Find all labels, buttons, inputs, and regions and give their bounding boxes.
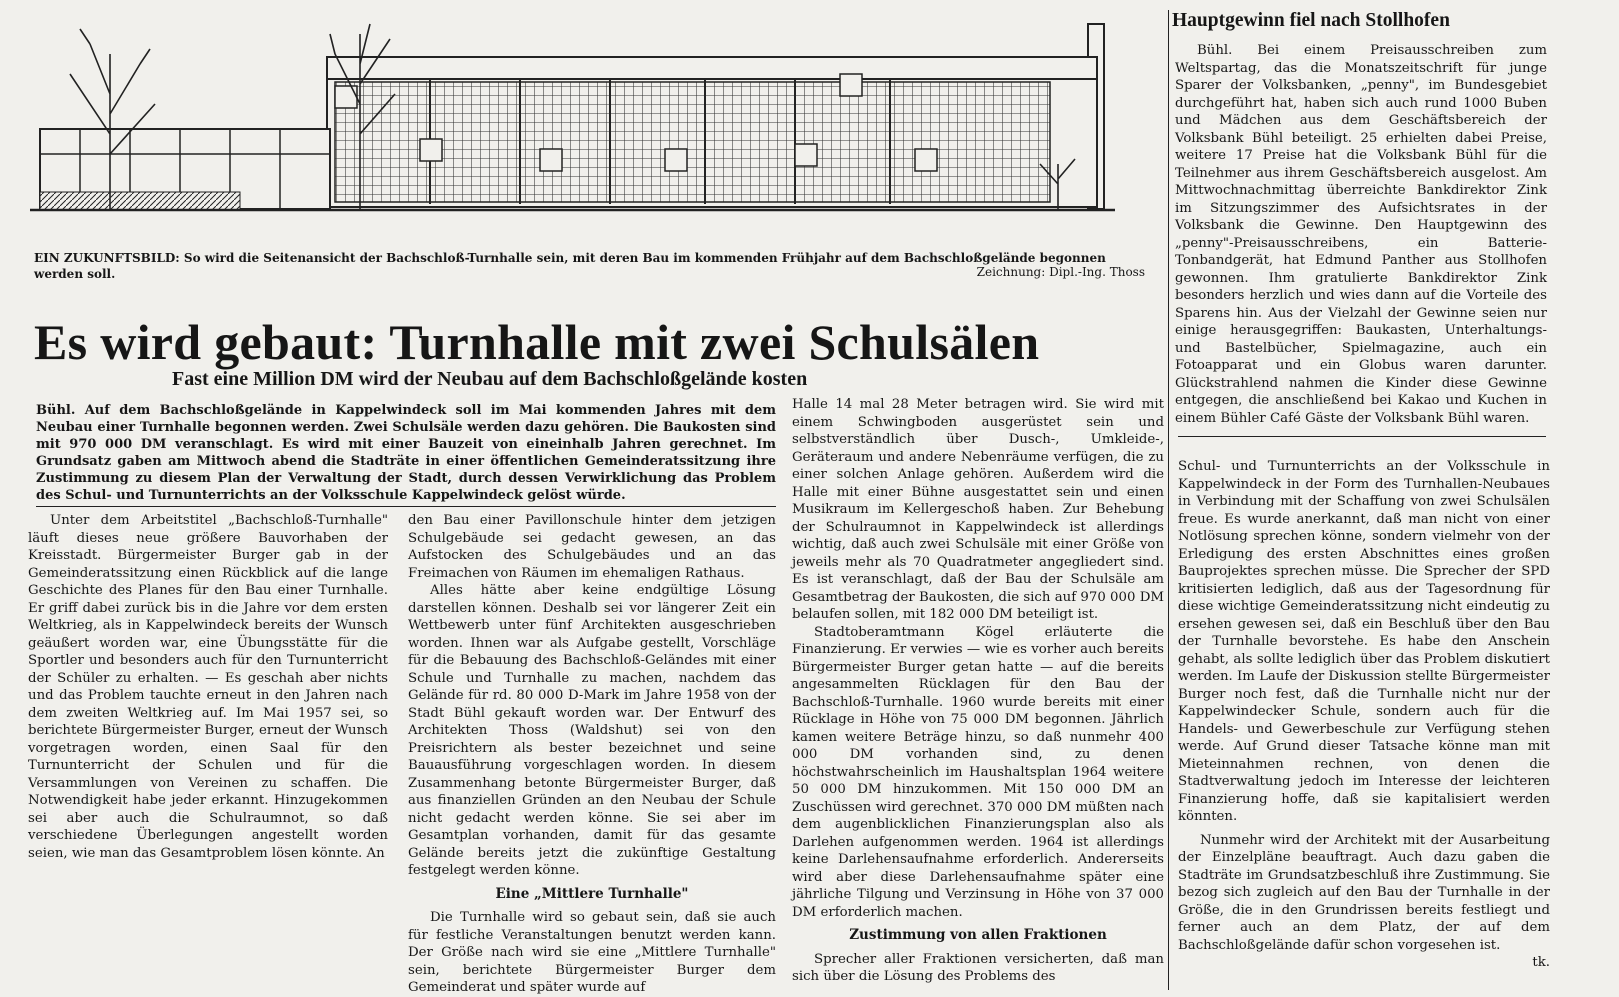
col3-subheading: Zustimmung von allen Fraktionen — [849, 927, 1107, 943]
col2-paragraph-1: den Bau einer Pavillonschule hinter dem jetzigen Schulgebäude sei gedacht gewesen, an das Aufstocken des Schulgebäudes und an das Freimachen von Räumen im ehemaligen Rathaus. — [408, 513, 776, 581]
article-column-4 — [1178, 458, 1550, 972]
article-signature: tk. — [1532, 955, 1550, 970]
sidebar-paragraph: Bühl. Bei einem Preisausschreiben zum Weltspartag, das die Monatszeitschrift für junge Sparer der Volksbanken, „penny", im Bundesgebiet durchgeführt hat, haben sich auch rund 1000 Buben und Mädchen aus dem Geschäftsbereich der Volksbank Bühl beteiligt. 25 erhielten dabei Preise, weitere 17 Preise hat die Volksbank Bühl für die Teilnehmer aus ihrem Geschäftsbereich ausgelost. Am Mittwochnachmittag überreichte Bankdirektor Zink im Sitzungszimmer des Aufsichtsrates in der Volksbank die Gewinne. Den Hauptgewinn des „penny"-Preisausschreibens, ein Batterie-Tonbandgerät, hat Edmund Panther aus Stollhofen gewonnen. Ihm gratulierte Bankdirektor Zink besonders herzlich und wies dann auf die Vorteile des Sparens hin. Aus der Vielzahl der Gewinne seien nur einige herausgegriffen: Baukasten, Unterhaltungs- und Bastelbücher, Spielmagazine, auch ein Fotoapparat und ein Globus waren darunter. Glückstrahlend nahmen die Kinder diese Gewinne entgegen, die anschließend bei Kakao und Kuchen in einem Bühler Café Gäste der Volksbank Bühl waren. — [1175, 43, 1547, 426]
col2-subheading: Eine „Mittlere Turnhalle" — [495, 885, 689, 902]
illustration-credit: Zeichnung: Dipl.-Ing. Thoss — [976, 265, 1145, 279]
caption-text: So wird die Seitenansicht der Bachschloß-Turnhalle sein, mit deren Bau im kommenden Frühjahr auf dem Bachschloßgelände begonnen werden soll. — [34, 251, 1106, 281]
building-illustration — [30, 14, 1160, 246]
caption-label: EIN ZUKUNFTSBILD: — [34, 251, 180, 265]
sidebar-divider — [1178, 436, 1546, 437]
column-divider — [1168, 10, 1169, 990]
article-headline: Es wird gebaut: Turnhalle mit zwei Schulsälen — [34, 314, 1040, 370]
col2-paragraph-2: Alles hätte aber keine endgültige Lösung darstellen können. Deshalb sei vor längerer Zeit ein Wettbewerb unter fünf Architekten ausgeschrieben worden. Ihnen war als Aufgabe gestellt, Vorschläge für die Bebauung des Bachschloß-Geländes mit einer Schule und Turnhalle zu machen, nachdem das Gelände für rd. 80 000 D-Mark im Jahre 1958 von der Stadt Bühl gekauft worden war. Der Entwurf des Architekten Thoss (Waldshut) sei von den Preisrichtern als bester bezeichnet und seine Bauausführung vorgeschlagen worden. In diesem Zusammenhang betonte Bürgermeister Burger, daß aus finanziellen Gründen an den Neubau der Schule nicht gedacht werden könne. Sie sei aber im Gesamtplan vorhanden, damit für das gesamte Gelände bereits jetzt die zukünftige Gestaltung festgelegt werden könne. — [408, 583, 776, 878]
sidebar-headline: Hauptgewinn fiel nach Stollhofen — [1172, 10, 1450, 31]
article-column-2 — [408, 512, 776, 997]
col4-paragraph-2: Nunmehr wird der Architekt mit der Ausarbeitung der Einzelpläne beauftragt. Auch dazu gaben die Stadträte im Grundsatzbeschluß ihre Zustimmung. Sie bezog sich zugleich auf den Bau der Turnhalle in der Größe, die in den Grundrissen bereits festliegt und ferner auch an dem Platz, der auf dem Bachschloßgelände dafür schon vorgesehen ist. — [1178, 832, 1550, 953]
col4-paragraph-1: Schul- und Turnunterrichts an der Volksschule in Kappelwindeck in der Form des Turnhallen-Neubaues in Verbindung mit der Schaffung von zwei Schulsälen freue. Es wurde anerkannt, daß man nicht von einer Notlösung sprechen könne, sondern vielmehr von der Erledigung des ersten Abschnittes eines großen Bauprojektes sprechen müsse. Die Sprecher der SPD kritisierten lediglich, daß aus der Tagesordnung für diese wichtige Gemeinderatssitzung nicht eindeutig zu ersehen gewesen sei, daß ein Beschluß über den Bau der Turnhalle bevorstehe. Es habe den Anschein gehabt, als sollte lediglich über das Problem diskutiert werden. Im Laufe der Diskussion stellte Bürgermeister Burger noch fest, daß die Turnhalle nicht nur der Kappelwindecker Schule, sondern auch für die Handels- und Gewerbeschule zur Verfügung stehen werde. Auf Grund dieser Tatsache könne man mit Mieteinnahmen rechnen, von denen die Stadtverwaltung jedoch im Interesse der leichteren Finanzierung hoffe, daß sie kapitalisiert werden könnten. — [1178, 459, 1550, 824]
col3-paragraph-3: Sprecher aller Fraktionen versicherten, daß man sich über die Lösung des Problems des — [792, 951, 1164, 984]
article-lead: Bühl. Auf dem Bachschloßgelände in Kappelwindeck soll im Mai kommenden Jahres mit dem Neubau einer Turnhalle begonnen werden. Zwei Schulsäle werden dazu gehören. Die Baukosten sind mit 970 000 DM veranschlagt. Es wird mit einer Bauzeit von eineinhalb Jahren gerechnet. Im Grundsatz gaben am Mittwoch abend die Stadträte in einer öffentlichen Gemeinderatssitzung ihre Zustimmung zu diesem Plan der Verwaltung der Stadt, durch dessen Verwirklichung das Problem des Schul- und Turnunterrichts an der Volksschule Kappelwindeck gelöst würde. — [36, 403, 776, 503]
col1-paragraph: Unter dem Arbeitstitel „Bachschloß-Turnhalle" läuft dieses neue größere Bauvorhaben der Kreisstadt. Bürgermeister Burger gab in der Gemeinderatssitzung einen Rückblick auf die lange Geschichte des Planes für den Bau einer Turnhalle. Er griff dabei zurück bis in die Jahre vor dem ersten Weltkrieg, als in Kappelwindeck bereits der Wunsch geäußert worden war, eine Übungsstätte für die Sportler und besonders auch für den Turnunterricht der Schüler zu erhalten. — Es geschah aber nichts und das Problem tauchte erneut in den Jahren nach dem zweiten Weltkrieg auf. Im Mai 1957 sei, so berichtete Bürgermeister Burger, erneut der Wunsch vorgetragen worden, einen Saal für den Turnunterricht der Schulen und für die Versammlungen von Vereinen zu schaffen. Die Notwendigkeit habe jeder erkannt. Hinzugekommen sei aber auch die Schulraumnot, so daß verschiedene Überlegungen angestellt worden seien, wie man das Gesamtproblem lösen könnte. An — [28, 513, 388, 861]
lead-underline — [36, 506, 776, 507]
gym-drawing — [30, 14, 1160, 246]
col2-paragraph-3: Die Turnhalle wird so gebaut sein, daß sie auch für festliche Veranstaltungen benutzt werden kann. Der Größe nach wird sie eine „Mittlere Turnhalle" sein, berichtete Bürgermeister Burger dem Gemeinderat und später wurde auf — [408, 910, 776, 995]
article-column-3 — [792, 396, 1164, 986]
col3-paragraph-1: Halle 14 mal 28 Meter betragen wird. Sie wird mit einem Schwingboden ausgerüstet sein und selbstverständlich über Dusch-, Umkleide-, Geräteraum und andere Nebenräume verfügen, die zu einer solchen Anlage gehören. Außerdem wird die Halle mit einer Bühne ausgestattet sein und einen Musikraum im Kellergeschoß haben. Zur Behebung der Schulraumnot in Kappelwindeck ist allerdings wichtig, daß auch zwei Schulsäle mit einer Größe von jeweils mehr als 70 Quadratmeter angegliedert sind. Es ist veranschlagt, daß der Bau der Schulsäle am Gesamtbetrag der Baukosten, die sich auf 970 000 DM belaufen sollen, mit 182 000 DM beteiligt ist. — [792, 397, 1164, 622]
article-subheadline: Fast eine Million DM wird der Neubau auf dem Bachschloßgelände kosten — [172, 368, 808, 390]
article-column-1 — [28, 512, 388, 862]
col3-paragraph-2: Stadtoberamtmann Kögel erläuterte die Finanzierung. Er verwies — wie es vorher auch bereits Bürgermeister Burger getan hatte — auf die bereits angesammelten Rücklagen für den Bau der Bachschloß-Turnhalle. 1960 wurde bereits mit einer Rücklage in Höhe von 75 000 DM begonnen. Jährlich kamen weitere Beträge hinzu, so daß nunmehr 400 000 DM vorhanden sind, zu denen höchstwahrscheinlich im Haushaltsplan 1964 weitere 50 000 DM hinzukommen. Mit 150 000 DM an Zuschüssen wird gerechnet. 370 000 DM müßten nach dem augenblicklichen Finanzierungsplan also als Darlehen aufgenommen werden. 1964 ist allerdings keine Darlehensaufnahme erforderlich. Andererseits wird aber diese Darlehensaufnahme später eine jährliche Tilgung und Verzinsung in Höhe von 37 000 DM erforderlich machen. — [792, 624, 1164, 920]
sidebar-text — [1175, 42, 1547, 427]
